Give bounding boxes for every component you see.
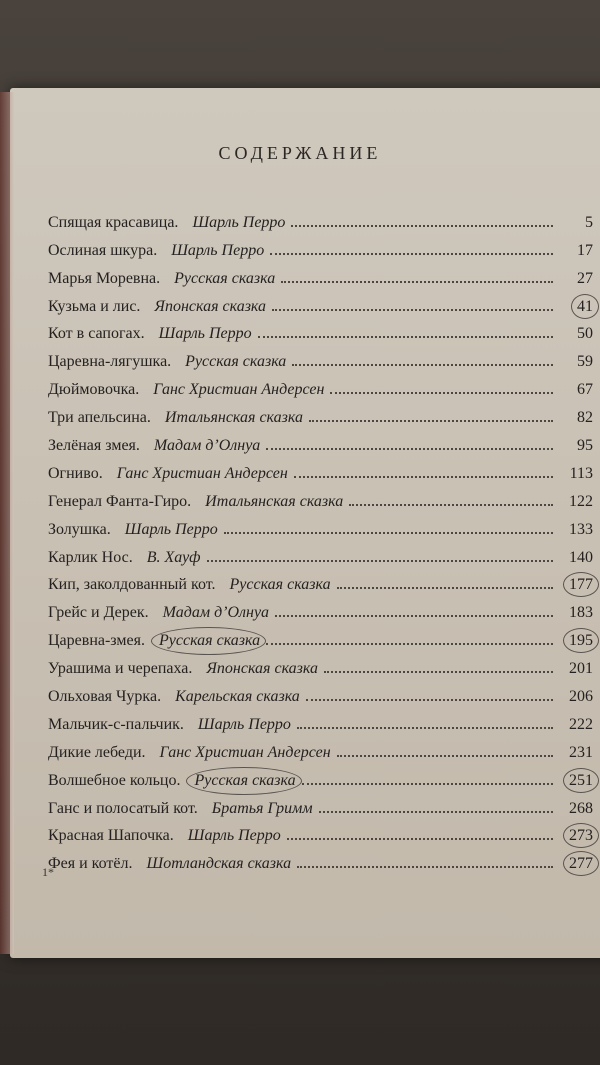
entry-author: Мадам д’Олнуа bbox=[162, 604, 270, 622]
entry-page: 206 bbox=[569, 688, 593, 706]
entry-title: Царевна-змея. bbox=[48, 632, 145, 650]
entry-title: Спящая красавица. bbox=[48, 213, 179, 231]
circled-page-number: 41 bbox=[577, 297, 593, 315]
toc-entry bbox=[48, 594, 593, 622]
entry-title: Генерал Фанта-Гиро. bbox=[48, 492, 192, 510]
dot-leader bbox=[337, 587, 553, 589]
entry-title: Ганс и полосатый кот. bbox=[48, 799, 198, 817]
entry-title: Ольховая Чурка. bbox=[48, 688, 162, 706]
entry-author: Японская сказка bbox=[206, 660, 318, 678]
toc-entry bbox=[48, 455, 593, 483]
circled-author: Русская сказка bbox=[194, 771, 296, 789]
dot-leader bbox=[292, 364, 553, 366]
entry-page: 268 bbox=[569, 799, 593, 817]
dot-leader bbox=[337, 755, 553, 757]
dot-leader bbox=[272, 309, 553, 311]
dot-leader bbox=[302, 783, 553, 785]
entry-page: 222 bbox=[569, 715, 593, 733]
entry-title: Три апельсина. bbox=[48, 409, 151, 427]
entry-author: Шарль Перро bbox=[158, 325, 252, 343]
entry-author: Шарль Перро bbox=[197, 715, 291, 733]
entry-author: Японская сказка bbox=[154, 297, 267, 315]
toc-entry bbox=[48, 204, 593, 232]
circled-page-number: 195 bbox=[569, 632, 593, 650]
entry-page: 5 bbox=[585, 213, 593, 231]
dot-leader bbox=[306, 699, 553, 701]
dot-leader bbox=[294, 476, 553, 478]
entry-page: 27 bbox=[577, 269, 593, 287]
entry-page: 122 bbox=[569, 492, 593, 510]
circled-author: Русская сказка bbox=[158, 632, 261, 650]
entry-title: Зелёная змея. bbox=[48, 437, 140, 455]
entry-author: Шарль Перро bbox=[192, 213, 286, 231]
toc-entry bbox=[48, 427, 593, 455]
circled-page-number: 277 bbox=[569, 855, 593, 873]
entry-page bbox=[559, 772, 593, 790]
toc-entry bbox=[48, 567, 593, 595]
circled-page-number: 177 bbox=[569, 576, 593, 594]
toc-entry bbox=[48, 483, 593, 511]
toc-entry bbox=[48, 371, 593, 399]
toc-entry bbox=[48, 678, 593, 706]
entry-title: Дикие лебеди. bbox=[48, 743, 146, 761]
entry-author: Мадам д’Олнуа bbox=[153, 437, 261, 455]
entry-page: 140 bbox=[569, 548, 593, 566]
entry-author: Русская сказка bbox=[185, 353, 287, 371]
entry-page bbox=[559, 855, 593, 873]
toc-entry bbox=[48, 818, 593, 846]
entry-page: 67 bbox=[577, 381, 593, 399]
dot-leader bbox=[287, 838, 553, 840]
dot-leader bbox=[207, 560, 553, 562]
dot-leader bbox=[266, 448, 553, 450]
entry-page: 50 bbox=[577, 325, 593, 343]
entry-title: Мальчик-с-пальчик. bbox=[48, 715, 184, 733]
entry-title: Грейс и Дерек. bbox=[48, 604, 149, 622]
dot-leader bbox=[324, 671, 553, 673]
entry-title: Огниво. bbox=[48, 464, 103, 482]
toc-entry bbox=[48, 288, 593, 316]
entry-page: 113 bbox=[569, 464, 593, 482]
dot-leader bbox=[266, 643, 553, 645]
signature-mark: 1* bbox=[42, 865, 54, 879]
dot-leader bbox=[297, 727, 553, 729]
circled-page-number: 251 bbox=[569, 771, 593, 789]
toc-entry bbox=[48, 539, 593, 567]
entry-page bbox=[559, 632, 593, 650]
page-title: СОДЕРЖАНИЕ bbox=[218, 143, 382, 163]
entry-author: Шотландская сказка bbox=[146, 855, 292, 873]
entry-title: Марья Моревна. bbox=[48, 269, 161, 287]
entry-author bbox=[194, 772, 295, 790]
toc-entry bbox=[48, 232, 593, 260]
entry-author: Ганс Христиан Андерсен bbox=[159, 743, 331, 761]
dot-leader bbox=[349, 504, 553, 506]
entry-page bbox=[559, 576, 593, 594]
entry-author: Ганс Христиан Андерсен bbox=[116, 464, 288, 482]
entry-page: 59 bbox=[577, 353, 593, 371]
entry-page: 231 bbox=[569, 743, 593, 761]
toc-entry bbox=[48, 734, 593, 762]
dot-leader bbox=[309, 420, 553, 422]
dot-leader bbox=[258, 336, 553, 338]
entry-page: 17 bbox=[577, 241, 593, 259]
dot-leader bbox=[330, 392, 553, 394]
entry-author: Шарль Перро bbox=[124, 520, 218, 538]
dot-leader bbox=[270, 253, 553, 255]
entry-page bbox=[559, 827, 593, 845]
entry-page: 201 bbox=[569, 660, 593, 678]
entry-page: 95 bbox=[577, 437, 593, 455]
entry-author: Шарль Перро bbox=[171, 241, 265, 259]
entry-title: Золушка. bbox=[48, 520, 111, 538]
entry-author: Русская сказка bbox=[229, 576, 331, 594]
toc-entry bbox=[48, 762, 593, 790]
dot-leader bbox=[319, 811, 553, 813]
entry-title: Карлик Нос. bbox=[48, 548, 133, 566]
toc-entry bbox=[48, 343, 593, 371]
table-of-contents bbox=[48, 204, 593, 873]
entry-author: Итальянская сказка bbox=[164, 409, 303, 427]
circled-page-number: 273 bbox=[569, 827, 593, 845]
entry-author: Русская сказка bbox=[174, 269, 276, 287]
entry-page: 133 bbox=[569, 520, 593, 538]
entry-page bbox=[559, 298, 593, 316]
toc-entry bbox=[48, 706, 593, 734]
toc-entry bbox=[48, 399, 593, 427]
dot-leader bbox=[275, 615, 553, 617]
entry-title: Урашима и черепаха. bbox=[48, 660, 193, 678]
entry-author bbox=[159, 632, 260, 650]
toc-entry bbox=[48, 650, 593, 678]
book-cover-edge bbox=[0, 92, 14, 954]
entry-author: Братья Гримм bbox=[211, 799, 313, 817]
toc-entry bbox=[48, 790, 593, 818]
entry-title: Фея и котёл. bbox=[48, 855, 133, 873]
entry-author: Шарль Перро bbox=[187, 827, 281, 845]
entry-author: Карельская сказка bbox=[175, 688, 300, 706]
toc-entry bbox=[48, 511, 593, 539]
entry-title: Царевна-лягушка. bbox=[48, 353, 172, 371]
toc-entry bbox=[48, 260, 593, 288]
entry-title: Волшебное кольцо. bbox=[48, 771, 181, 789]
entry-title: Кип, заколдованный кот. bbox=[48, 576, 216, 594]
entry-page: 82 bbox=[577, 409, 593, 427]
entry-title: Ослиная шкура. bbox=[48, 241, 158, 259]
entry-author: Итальянская сказка bbox=[205, 492, 344, 510]
entry-title: Кот в сапогах. bbox=[48, 325, 145, 343]
entry-page: 183 bbox=[569, 604, 593, 622]
dot-leader bbox=[281, 281, 553, 283]
entry-author: В. Хауф bbox=[146, 548, 201, 566]
dot-leader bbox=[224, 532, 553, 534]
entry-title: Красная Шапочка. bbox=[48, 827, 174, 845]
dot-leader bbox=[291, 225, 553, 227]
entry-title: Дюймовочка. bbox=[48, 381, 140, 399]
toc-entry bbox=[48, 622, 593, 650]
toc-entry bbox=[48, 845, 593, 873]
dot-leader bbox=[297, 866, 553, 868]
toc-entry bbox=[48, 316, 593, 344]
entry-title: Кузьма и лис. bbox=[48, 297, 141, 315]
entry-author: Ганс Христиан Андерсен bbox=[153, 381, 325, 399]
